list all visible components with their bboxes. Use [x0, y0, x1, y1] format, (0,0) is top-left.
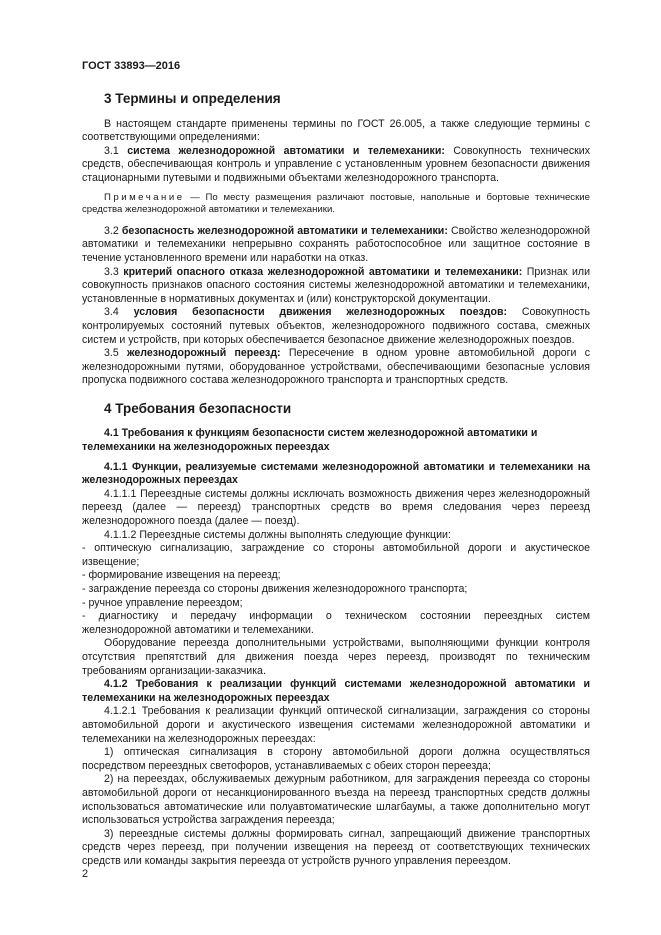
page-content: [82, 92, 590, 868]
term-definition: Совокупность технических средств, обеспечивающая контроль и управление с установленным уровнем безопасности движения стационарными путевыми и подвижными объектами железнодорожного транспорта.: [82, 144, 590, 184]
term-name: безопасность железнодорожной автоматики и телемеханики:: [121, 224, 448, 237]
paragraph-4-1-2-1: 4.1.2.1 Требования к реализации функций оптической сигнализации, заграждения со стороны автомобильной дороги и акустического извещения системами железнодорожной автоматики и телемеханики на железнодорожных переездах:: [82, 705, 590, 745]
term-number: 3.3: [104, 265, 124, 278]
term-3-4: [82, 306, 590, 347]
heading-4-1-1: 4.1.1 Функции, реализуемые системами железнодорожной автоматики и телемеханики на железнодорожных переездах: [82, 460, 590, 487]
paragraph-4-1-1-1: 4.1.1.1 Переездные системы должны исключать возможность движения через железнодорожный переезд (далее — переезд) транспортных средств во время следования через переезд железнодорожного поезда (далее — поезд).: [82, 487, 590, 528]
standard-header: ГОСТ 33893—2016: [82, 60, 181, 72]
term-3-3: [82, 266, 590, 307]
term-definition: Пересечение в одном уровне автомобильной дороги с железнодорожными путями, оборудованное устройствами, обеспечивающими безопасные условия пропуска подвижного состава железнодорожного транспорта и транспортных средств.: [82, 347, 590, 387]
term-3-1: [82, 145, 590, 186]
section-3-intro: В настоящем стандарте применены термины по ГОСТ 26.005, а также следующие термины с соответствующими определениями:: [82, 117, 590, 144]
note: [82, 192, 590, 217]
list-item: - заграждение переезда со стороны движения железнодорожного транспорта;: [82, 583, 468, 595]
term-number: 3.2: [104, 224, 122, 237]
term-3-5: [82, 347, 590, 388]
list-item: - оптическую сигнализацию, заграждение со стороны автомобильной дороги и акустическое извещение;: [82, 542, 590, 568]
list-item: - формирование извещения на переезд;: [82, 569, 281, 582]
term-definition: Признак или совокупность признаков опасного состояния системы железнодорожной автоматики и телемеханики, установленные в нормативных документах и (или) конструкторской документации.: [82, 265, 591, 305]
term-name: условия безопасности движения железнодорожных поездов:: [133, 306, 508, 319]
requirement-1: 1) оптическая сигнализация в сторону автомобильной дороги должна осуществляться посредством переездных светофоров, устанавливаемых с обеих сторон переезда;: [82, 746, 590, 772]
term-number: 3.1: [104, 144, 128, 157]
note-label: Примечание: [104, 191, 185, 203]
paragraph-4-1-1-2: 4.1.1.2 Переездные системы должны выполнять следующие функции:: [104, 528, 451, 541]
heading-4-1: 4.1 Требования к функциям безопасности систем железнодорожной автоматики и телемеханики на железнодорожных переездах: [82, 427, 538, 454]
term-number: 3.5: [104, 347, 128, 360]
requirement-3: 3) переездные системы должны формировать сигнал, запрещающий движение транспортных средств через переезд, при получении извещения на переезд от соответствующих технических средств или команды закрытия переезда от устройств ручного управления переездом.: [82, 827, 590, 867]
heading-4-1-2: 4.1.2 Требования к реализации функций системами железнодорожной автоматики и телемеханики на железнодорожных переездах: [82, 678, 590, 704]
list-item: - ручное управление переездом;: [82, 596, 243, 609]
term-number: 3.4: [104, 306, 134, 319]
term-definition: Совокупность контролируемых состояний путевых объектов, железнодорожного подвижного состава, смежных систем и устройств, при которых обеспечивается безопасное движение железнодорожных поездов.: [82, 306, 590, 346]
term-3-2: [82, 225, 590, 266]
term-definition: Свойство железнодорожной автоматики и телемеханики непрерывно сохранять работоспособное или защитное состояние в течение установленного времени или наработки на отказ.: [82, 224, 590, 264]
page-number: 2: [82, 868, 89, 880]
requirement-2: 2) на переездах, обслуживаемых дежурным работником, для заграждения переезда со стороны автомобильной дороги от несанкционированного въезда на переезд транспортных средств должны использоваться автоматические или полуавтоматические шлагбаумы, а также дополнительно могут использоваться устройства заграждения переезда;: [82, 773, 590, 827]
section-4-title: 4 Требования безопасности: [104, 400, 292, 416]
list-item: - диагностику и передачу информации о техническом состоянии переездных систем железнодорожной автоматики и телемеханики.: [82, 610, 590, 636]
term-name: система железнодорожной автоматики и телемеханики:: [127, 144, 445, 157]
section-3-title: 3 Термины и определения: [104, 91, 281, 106]
note-text: — По месту размещения различают постовые, напольные и бортовые технические средства железнодорожной автоматики и телемеханики.: [82, 191, 590, 216]
paragraph-equipment: Оборудование переезда дополнительными устройствами, выполняющими функции контроля отсутствия препятствий для движения поезда через переезд, производят по техническим требованиям организации-заказчика.: [82, 637, 590, 677]
term-name: железнодорожный переезд:: [127, 347, 281, 360]
term-name: критерий опасного отказа железнодорожной автоматики и телемеханики:: [123, 265, 523, 278]
